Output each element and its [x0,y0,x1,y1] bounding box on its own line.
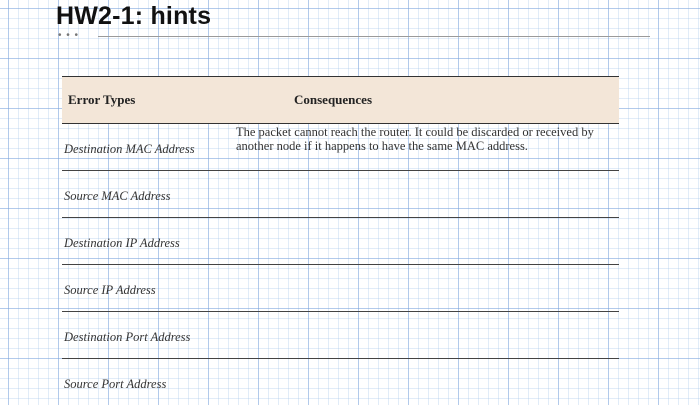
row-error-type: Destination MAC Address [64,142,195,156]
row-error-type: Destination Port Address [64,330,191,344]
title-dots: • • • [58,30,80,41]
table-row [62,359,619,405]
header-error-types: Error Types [68,92,136,107]
table-header [62,76,619,124]
header-consequences: Consequences [294,92,373,107]
page-title: HW2-1: hints [56,2,212,30]
row-error-type: Source IP Address [64,283,156,297]
row-consequence: The packet cannot reach the router. It could be discarded or received by another node if it happens to have the same MAC address. [236,125,594,153]
title-divider [98,36,650,37]
table-row [62,218,619,265]
row-error-type: Source Port Address [64,377,167,391]
table-row [62,265,619,312]
row-error-type: Source MAC Address [64,189,171,203]
table-row [62,171,619,218]
table-row [62,124,619,171]
table-row [62,312,619,359]
row-error-type: Destination IP Address [64,236,180,250]
error-consequence-table [62,76,619,405]
